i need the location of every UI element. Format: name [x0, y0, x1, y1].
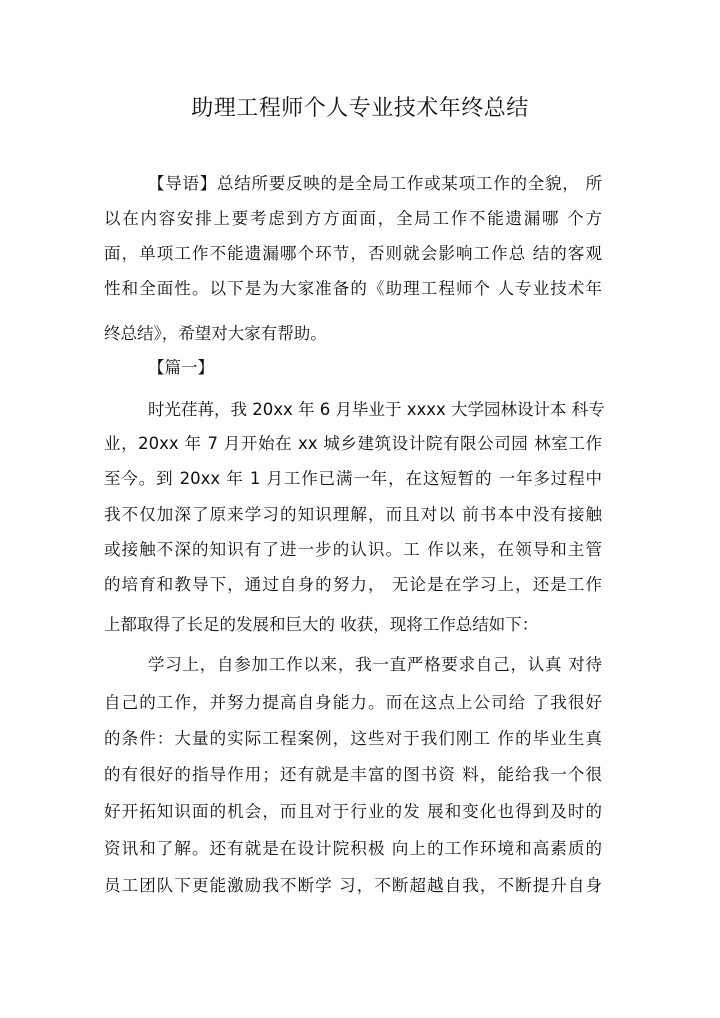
paragraph-line: 面，单项工作不能遗漏哪个环节，否则就会影响工作总 结的客观: [104, 244, 602, 263]
paragraph-line: 以在内容安排上要考虑到方方面面，全局工作不能遗漏哪 个方: [104, 209, 602, 228]
paragraph-line: 我不仅加深了原来学习的知识理解，而且对以 前书本中没有接触: [104, 505, 602, 524]
paragraph-line: 的有很好的指导作用；还有就是丰富的图书资 料，能给我一个很: [104, 765, 602, 784]
paragraph-line: 时光荏苒，我 20xx 年 6 月毕业于 xxxx 大学园林设计本 科专: [148, 400, 605, 419]
paragraph-line: 【导语】总结所要反映的是全局工作或某项工作的全貌， 所: [148, 174, 602, 193]
paragraph-line: 或接触不深的知识有了进一步的认识。工 作以来，在领导和主管: [104, 540, 602, 559]
paragraph-line: 员工团队下更能激励我不断学 习，不断超越自我，不断提升自身: [104, 876, 602, 895]
paragraph-line: 至今。到 20xx 年 1 月工作已满一年，在这短暂的 一年多过程中: [104, 469, 602, 488]
paragraph-line: 性和全面性。以下是为大家准备的《助理工程师个 人专业技术年: [104, 279, 602, 298]
document-title: 助理工程师个人专业技术年终总结: [191, 96, 529, 121]
paragraph-line: 上都取得了长足的发展和巨大的 收获，现将工作总结如下：: [104, 615, 539, 634]
paragraph-line: 的条件：大量的实际工程案例，这些对于我们刚工 作的毕业生真: [104, 729, 602, 748]
paragraph-line: 好开拓知识面的机会，而且对于行业的发 展和变化也得到及时的: [104, 802, 602, 821]
paragraph-line: 终总结》，希望对大家有帮助。: [104, 324, 327, 343]
paragraph-line: 学习上，自参加工作以来，我一直严格要求自己，认真 对待: [148, 655, 602, 674]
paragraph-line: 业，20xx 年 7 月开始在 xx 城乡建筑设计院有限公司园 林室工作: [104, 434, 602, 453]
section-heading: 【篇一】: [148, 358, 214, 377]
paragraph-line: 自己的工作，并努力提高自身能力。而在这点上公司给 了我很好: [104, 693, 602, 712]
paragraph-line: 资讯和了解。还有就是在设计院积极 向上的工作环境和高素质的: [104, 839, 602, 858]
paragraph-line: 的培育和教导下，通过自身的努力， 无论是在学习上，还是工作: [104, 575, 602, 594]
